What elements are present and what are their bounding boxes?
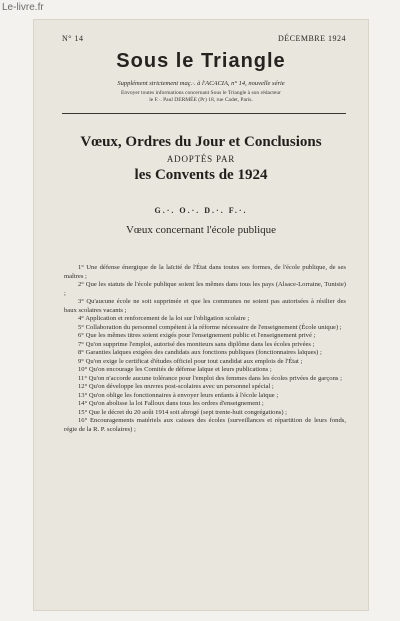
section-heading: Vœux concernant l'école publique (125, 224, 277, 236)
adopted-by-label: ADOPTÉS PAR (166, 154, 236, 164)
issue-header-row (62, 34, 346, 43)
list-item: 7° Qu'on supprime l'emploi, autorisé des moniteurs sans diplôme dans les écoles privées ; (78, 340, 315, 348)
issue-number: N° 14 (62, 34, 84, 43)
obedience-label: G.·. O.·. D.·. F.·. (154, 206, 248, 215)
editor-note-line: Envoyer toutes informations concernant Sous le Triangle à son rédacteur (121, 90, 281, 96)
list-item: 2° Que les statuts de l'école publique soient les mêmes dans tous les pays (Alsace-Lorraine, Tunisie) ; (64, 281, 346, 297)
list-item: 4° Application et renforcement de la loi sur l'obligation scolaire ; (78, 315, 250, 322)
list-item: 16° Encouragements matériels aux caisses des écoles (surveillances et répartition de leurs fonds, régie de la R. P. scolaires) ; (64, 417, 346, 433)
list-item: 13° Qu'on oblige les fonctionnaires à envoyer leurs enfants à l'école laïque ; (78, 391, 279, 399)
list-item: 14° Qu'on abolisse la loi Falloux dans tous les ordres d'enseignement ; (78, 400, 264, 407)
document-page (34, 20, 368, 610)
list-item: 9° Qu'on exige le certificat d'études officiel pour tout candidat aux emplois de l'État ; (78, 357, 303, 365)
list-item: 12° Qu'on développe les œuvres post-scolaires avec un personnel spécial ; (78, 383, 274, 390)
journal-subtitle: Supplément strictement maç.·. à l'ACACIA, n° 14, nouvelle série (117, 80, 285, 87)
list-item: 6° Que les mêmes titres soient exigés pour l'enseignement public et l'enseignement privé ; (78, 332, 316, 339)
list-item: 11° Qu'on n'accorde aucune tolérance pour l'emploi des femmes dans les écoles privées de garçons ; (78, 374, 342, 382)
list-item: 1° Une défense énergique de la laïcité de l'État dans toutes ses formes, de l'école publique, de ses maîtres ; (64, 264, 346, 280)
list-item: 15° Que le décret du 20 août 1914 soit abrogé (sept trente-huit congrégations) ; (78, 408, 287, 416)
header-divider (62, 113, 346, 114)
editor-note (74, 90, 328, 104)
list-item: 8° Garanties laïques exigées des candidats aux fonctions publiques (fonctionnaires laïques) ; (78, 349, 322, 356)
list-item: 10° Qu'on encourage les Comités de défense laïque et leurs publications ; (78, 366, 272, 373)
list-item: 3° Qu'aucune école ne soit supprimée et que les communes ne soient pas autorisées à résilier des baux scolaires vacants ; (64, 298, 346, 314)
editor-note-line: le F.·. Paul DERMÉE (Pr) 18, rue Cadet, Paris. (149, 97, 253, 103)
list-item: 5° Collaboration du personnel compétent à la réforme nécessaire de l'enseignement (École unique) ; (78, 323, 342, 331)
article-title: Vœux, Ordres du Jour et Conclusions (80, 134, 322, 150)
issue-date: DÉCEMBRE 1924 (277, 34, 346, 43)
journal-title: Sous le Triangle (116, 50, 286, 72)
resolution-list (64, 264, 346, 434)
watermark: Le-livre.fr (2, 2, 44, 13)
conventions-title: les Convents de 1924 (134, 167, 268, 183)
